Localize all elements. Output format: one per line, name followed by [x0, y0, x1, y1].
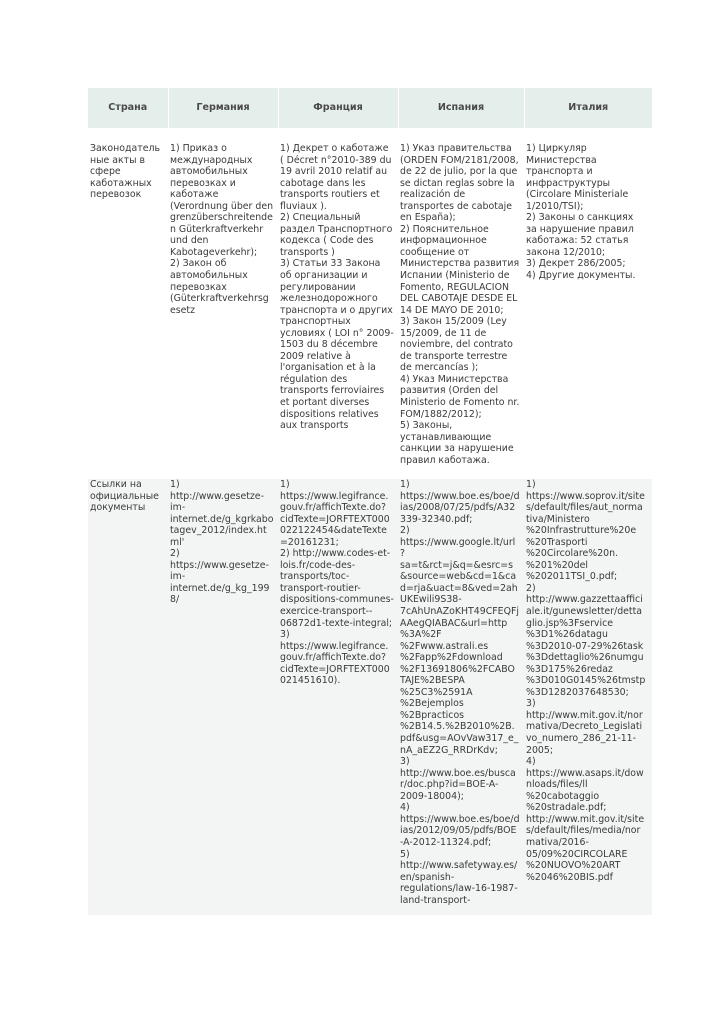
table-row-legislation: [88, 143, 652, 479]
header-france: Франция: [278, 88, 398, 128]
header-spain: Испания: [398, 88, 524, 128]
cell-italy: 1) https://www.soprov.it/site s/default/files/aut_norma tiva/Ministero %20Infrastrutture%20e %20Trasporti %20Circolare%20n. %201%20del %202011TSI_0.pdf; 2) http://www.gazzettaaffici ale.it/gunewsletter/detta glio.jsp%3Fservice %3D1%26datagu %3D2010-07-29%26task %3Ddettaglio%26numgu %3D175%26redaz %3D010G0145%26tmstp %3D1282037648530; 3) http://www.mit.gov.it/nor mativa/Decreto_Legislati vo_numero_286_21-11- 2005; 4) https://www.asaps.it/dow nloads/files/ll %20cabotaggio %20stradale.pdf; http://www.mit.gov.it/site s/default/files/media/nor mativa/2016- 05/09%20CIRCOLARE %20NUOVO%20ART %2046%20BIS.pdf: [524, 479, 652, 915]
table-header: [88, 88, 652, 128]
spacer-cell: [524, 128, 652, 143]
table-body: [88, 128, 652, 915]
cell-spain: 1) Указ правительства (ORDEN FOM/2181/2008, de 22 de julio, por la que se dictan reglas sobre la realización de transportes de cabotaje en España); 2) Пояснительное информационное сообщение от Министерства развития Испании (Ministerio de Fomento, REGULACION DEL CABOTAJE DESDE EL 14 DE MAYO DE 2010; 3) Закон 15/2009 (Ley 15/2009, de 11 de noviembre, del contrato de transporte terrestre de mercancías ); 4) Указ Министерства развития (Orden del Ministerio de Fomento nr. FOM/1882/2012); 5) Законы, устанавливающие санкции за нарушение правил каботажа.: [400, 143, 520, 466]
spacer-row: [88, 128, 652, 143]
cell-spain: 1) https://www.boe.es/boe/d ias/2008/07/25/pdfs/A32 339-32340.pdf; 2) https://www.google.lt/url ? sa=t&rct=j&q=&esrc=s &source=web&cd=1&ca d=rja&uact=8&ved=2ah UKEwili9S38- 7cAhUnAZoKHT49CFEQFj AAegQIABAC&url=http %3A%2F %2Fwww.astrali.es %2Fapp%2Fdownload %2F13691806%2FCABO TAJE%2BESPA %25C3%2591A %2Bejemplos %2Bpracticos %2B14.5.%2B2010%2B. pdf&usg=AOvVaw317_e_ nA_aEZ2G_RRDrKdv; 3) http://www.boe.es/busca r/doc.php?id=BOE-A- 2009-18004); 4) https://www.boe.es/boe/d ias/2012/09/05/pdfs/BOE -A-2012-11324.pdf; 5) http://www.safetyway.es/ en/spanish- regulations/law-16-1987- land-transport-: [398, 479, 524, 915]
cell-france: 1) https://www.legifrance. gouv.fr/affichTexte.do? cidTexte=JORFTEXT000 022122454&dateTexte =20161231; 2) http://www.codes-et- lois.fr/code-des- transports/toc- transport-routier- dispositions-communes- exercice-transport-- 06872d1-texte-integral; 3) https://www.legifrance. gouv.fr/affichTexte.do? cidTexte=JORFTEXT000 021451610).: [278, 479, 398, 915]
cell-germany: 1) http://www.gesetze- im- internet.de/g_kgrkabo tagev_2012/index.ht ml' 2) https://www.gesetze- im- internet.de/g_kg_199 8/: [168, 479, 278, 915]
header-germany: Германия: [168, 88, 278, 128]
spacer-cell: [278, 128, 398, 143]
cell-italy: 1) Циркуляр Министерства транспорта и инфраструктуры (Circolare Ministeriale 1/2010/TSI); 2) Законы о санкциях за нарушение правил каботажа: 52 статья закона 12/2010; 3) Декрет 286/2005; 4) Другие документы.: [526, 143, 636, 282]
row-label: Законодатель ные акты в сфере каботажных перевозок: [90, 143, 160, 201]
header-country: Страна: [88, 88, 168, 128]
spacer-cell: [88, 128, 168, 143]
cell-germany: 1) Приказ о международных автомобильных перевозках и каботаже (Verordnung über den grenzüberschreitende n Güterkraftverkehr und den Kabotageverkehr); 2) Закон об автомобильных перевозках (Güterkraftverkehrsg esetz: [170, 143, 274, 316]
table-row-links: [88, 479, 652, 915]
header-row: [88, 88, 652, 128]
spacer-cell: [168, 128, 278, 143]
header-italy: Италия: [524, 88, 652, 128]
cell-france: 1) Декрет о каботаже ( Décret n°2010-389 du 19 avril 2010 relatif au cabotage dans les transports routiers et fluviaux ). 2) Специальный раздел Транспортного кодекса ( Code des transports ) 3) Статьи 33 Закона об организации и регулировании железнодорожного транспорта и о других транспортных условиях ( LOI n° 2009- 1503 du 8 décembre 2009 relative à l'organisation et à la régulation des transports ferroviaires et portant diverses dispositions relatives aux transports: [280, 143, 394, 432]
row-label: Ссылки на официальные документы: [88, 479, 168, 915]
comparison-table: [88, 88, 652, 915]
spacer-cell: [398, 128, 524, 143]
